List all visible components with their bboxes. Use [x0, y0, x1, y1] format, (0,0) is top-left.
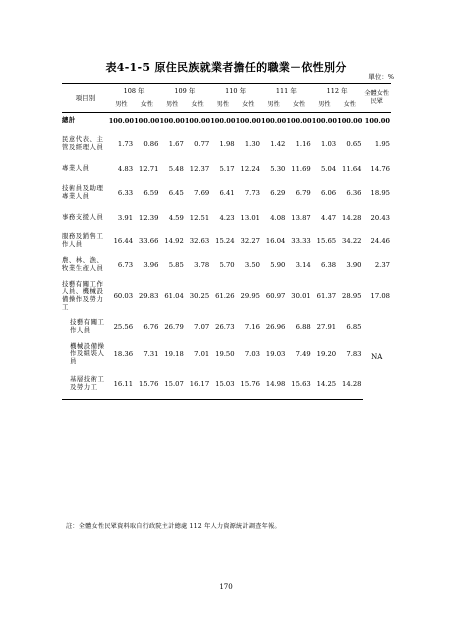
- cell: 0.65: [346, 140, 362, 148]
- cell: 15.76: [134, 369, 159, 399]
- cell: 6.79: [295, 189, 311, 197]
- row-label: 機械設備操作及組裝人員: [70, 341, 105, 365]
- cell: 6.38: [320, 261, 337, 269]
- cell: 17.08: [370, 292, 390, 300]
- cell: 5.85: [168, 261, 184, 269]
- cell: 16.04: [265, 237, 286, 245]
- occupation-table: [62, 83, 391, 400]
- male-header: 男性: [216, 100, 230, 108]
- table-row: [62, 179, 391, 207]
- male-header: 男性: [267, 100, 280, 108]
- cell: 14.76: [370, 165, 390, 173]
- table-row: [62, 229, 391, 253]
- cell: 1.03: [320, 140, 337, 148]
- row-label: 基層技術工及勞力工: [62, 369, 109, 399]
- cell: 7.07: [194, 323, 210, 331]
- cell: 6.33: [117, 189, 134, 197]
- na-cell: NA: [371, 353, 383, 361]
- cell: 7.49: [295, 350, 311, 358]
- cell: 26.79: [164, 323, 184, 331]
- cell: 26.73: [215, 323, 235, 331]
- cell: 4.59: [168, 214, 184, 222]
- cell: 5.04: [320, 165, 337, 173]
- cell: 6.59: [143, 189, 159, 197]
- cell: 7.69: [194, 189, 210, 197]
- cell: 4.08: [270, 214, 286, 222]
- cell: 15.24: [215, 237, 235, 245]
- row-label-header: 項目別: [62, 84, 109, 113]
- cell: 34.22: [342, 237, 362, 245]
- cell: 26.96: [265, 323, 286, 331]
- table-row: [62, 277, 391, 315]
- row-label: 技術員及助理專業人員: [62, 184, 104, 200]
- cell: 61.37: [316, 292, 337, 300]
- table-row: [62, 253, 391, 277]
- cell: 6.85: [346, 323, 362, 331]
- cell: 7.01: [194, 350, 210, 358]
- cell: 29.83: [138, 292, 159, 300]
- female-header: 女性: [343, 100, 356, 108]
- cell: 15.63: [286, 369, 311, 399]
- cell: 3.91: [117, 214, 134, 222]
- cell: 61.04: [164, 292, 184, 300]
- row-label: 技藝有關工作人員、機械設備操作及勞力工: [62, 279, 104, 311]
- cell: 1.95: [374, 140, 390, 148]
- cell: 13.87: [291, 214, 311, 222]
- row-label: 總計: [62, 116, 76, 125]
- row-label: 事務支援人員: [62, 213, 104, 222]
- cell: 16.17: [185, 369, 210, 399]
- cell: 100.00: [286, 117, 312, 125]
- cell: 15.07: [159, 369, 184, 399]
- cell: 12.24: [240, 165, 260, 173]
- cell: 60.97: [265, 292, 286, 300]
- cell: 3.90: [346, 261, 362, 269]
- table-row: [62, 369, 391, 399]
- table-row-total: [62, 113, 391, 130]
- female-header: 女性: [292, 100, 306, 108]
- cell: 3.14: [295, 261, 311, 269]
- table-footnote: 註：全體女性民眾資料取自行政院主計總處 112 年人力資源統計調查年報。: [66, 523, 281, 530]
- table-row: [62, 315, 391, 339]
- year-header: 108 年: [109, 84, 160, 98]
- unit-label: 單位：%: [368, 73, 394, 81]
- cell: 19.03: [265, 350, 286, 358]
- cell: 7.16: [244, 323, 260, 331]
- year-header: 112 年: [312, 84, 363, 98]
- cell: 3.50: [244, 261, 260, 269]
- cell: 100.00: [337, 117, 363, 125]
- cell: 100.00: [184, 117, 211, 125]
- year-header: 110 年: [210, 84, 261, 98]
- cell: 6.76: [143, 323, 159, 331]
- cell: 100.00: [311, 117, 337, 125]
- cell: 12.51: [189, 214, 210, 222]
- cell: 25.56: [113, 323, 134, 331]
- cell: 18.36: [113, 350, 134, 358]
- cell: 11.64: [342, 165, 362, 173]
- year-header: 111 年: [261, 84, 312, 98]
- cell: 4.83: [117, 165, 134, 173]
- page-number: 170: [219, 583, 233, 591]
- cell: 33.33: [291, 237, 311, 245]
- cell: 4.47: [320, 214, 337, 222]
- cell: 5.90: [270, 261, 286, 269]
- cell: 1.16: [295, 140, 311, 148]
- cell: 1.67: [168, 140, 184, 148]
- cell: 6.41: [219, 189, 235, 197]
- cell: 13.01: [240, 214, 260, 222]
- cell: 1.73: [117, 140, 134, 148]
- row-label: 技藝有關工作人員: [70, 318, 105, 334]
- cell: 32.27: [240, 237, 260, 245]
- cell: 27.91: [316, 323, 337, 331]
- table-row: [62, 159, 391, 179]
- cell: 60.03: [113, 292, 134, 300]
- cell: 5.17: [219, 165, 235, 173]
- cell: 30.01: [291, 292, 311, 300]
- cell: 0.77: [194, 140, 210, 148]
- cell: 100.00: [364, 117, 390, 125]
- cell: 6.36: [346, 189, 362, 197]
- female-header: 女性: [242, 100, 255, 108]
- cell: 6.45: [168, 189, 184, 197]
- row-label: 民意代表、主管及經理人員: [62, 135, 104, 151]
- cell: 1.98: [219, 140, 235, 148]
- cell: 19.20: [316, 350, 337, 358]
- female-header: 女性: [140, 100, 153, 108]
- year-header: 109 年: [159, 84, 210, 98]
- table-row: [62, 339, 391, 369]
- male-header: 男性: [115, 100, 128, 108]
- cell: 15.76: [236, 369, 261, 399]
- cell: 6.29: [270, 189, 286, 197]
- row-label: 農、林、漁、牧業生產人員: [62, 256, 104, 272]
- cell: 14.28: [342, 214, 362, 222]
- cell: 16.44: [113, 237, 134, 245]
- cell: 3.96: [143, 261, 159, 269]
- cell: 100.00: [235, 117, 261, 125]
- cell: 100.00: [134, 117, 160, 125]
- cell: 16.11: [109, 369, 134, 399]
- row-label: 服務及銷售工作人員: [62, 232, 104, 248]
- cell: 32.63: [189, 237, 210, 245]
- cell: 19.50: [215, 350, 235, 358]
- all-female-header: 全體女性民眾: [363, 84, 391, 113]
- cell: 100.00: [108, 117, 134, 125]
- cell: 14.92: [164, 237, 184, 245]
- male-header: 男性: [318, 100, 331, 108]
- cell: 4.23: [219, 214, 235, 222]
- cell: 7.73: [244, 189, 260, 197]
- cell: 3.78: [194, 261, 210, 269]
- cell: 14.98: [261, 369, 286, 399]
- cell: 2.37: [374, 261, 390, 269]
- cell: 18.95: [370, 189, 390, 197]
- cell: 11.69: [291, 165, 311, 173]
- cell: 100.00: [210, 117, 236, 125]
- table-row: [62, 129, 391, 159]
- cell: 14.25: [312, 369, 337, 399]
- female-header: 女性: [191, 100, 204, 108]
- cell: 61.26: [215, 292, 235, 300]
- cell: 6.06: [320, 189, 337, 197]
- male-header: 男性: [165, 100, 179, 108]
- cell: 6.88: [295, 323, 311, 331]
- cell: 5.48: [168, 165, 184, 173]
- cell: 19.18: [164, 350, 184, 358]
- cell: 1.42: [270, 140, 286, 148]
- cell: 30.25: [189, 292, 210, 300]
- cell: 12.39: [138, 214, 159, 222]
- cell: 14.28: [337, 369, 362, 399]
- cell: 7.31: [143, 350, 159, 358]
- cell: 7.83: [346, 350, 362, 358]
- cell: 1.30: [244, 140, 260, 148]
- cell: 12.71: [138, 165, 159, 173]
- cell: 24.46: [370, 237, 390, 245]
- cell: 28.95: [342, 292, 362, 300]
- table-row: [62, 207, 391, 229]
- cell: 100.00: [260, 117, 287, 125]
- cell: 29.95: [240, 292, 260, 300]
- cell: 12.37: [189, 165, 210, 173]
- cell: 5.30: [270, 165, 286, 173]
- cell: 15.03: [210, 369, 235, 399]
- table-title: 表4-1-5 原住民族就業者擔任的職業－依性別分: [105, 61, 347, 74]
- cell: 33.66: [138, 237, 159, 245]
- cell: 15.65: [316, 237, 337, 245]
- cell: 6.73: [117, 261, 134, 269]
- cell: 7.03: [244, 350, 260, 358]
- cell: 0.86: [143, 140, 159, 148]
- cell: 20.43: [370, 214, 390, 222]
- cell: 100.00: [159, 117, 185, 125]
- cell: 5.70: [219, 261, 235, 269]
- row-label: 專業人員: [62, 164, 90, 173]
